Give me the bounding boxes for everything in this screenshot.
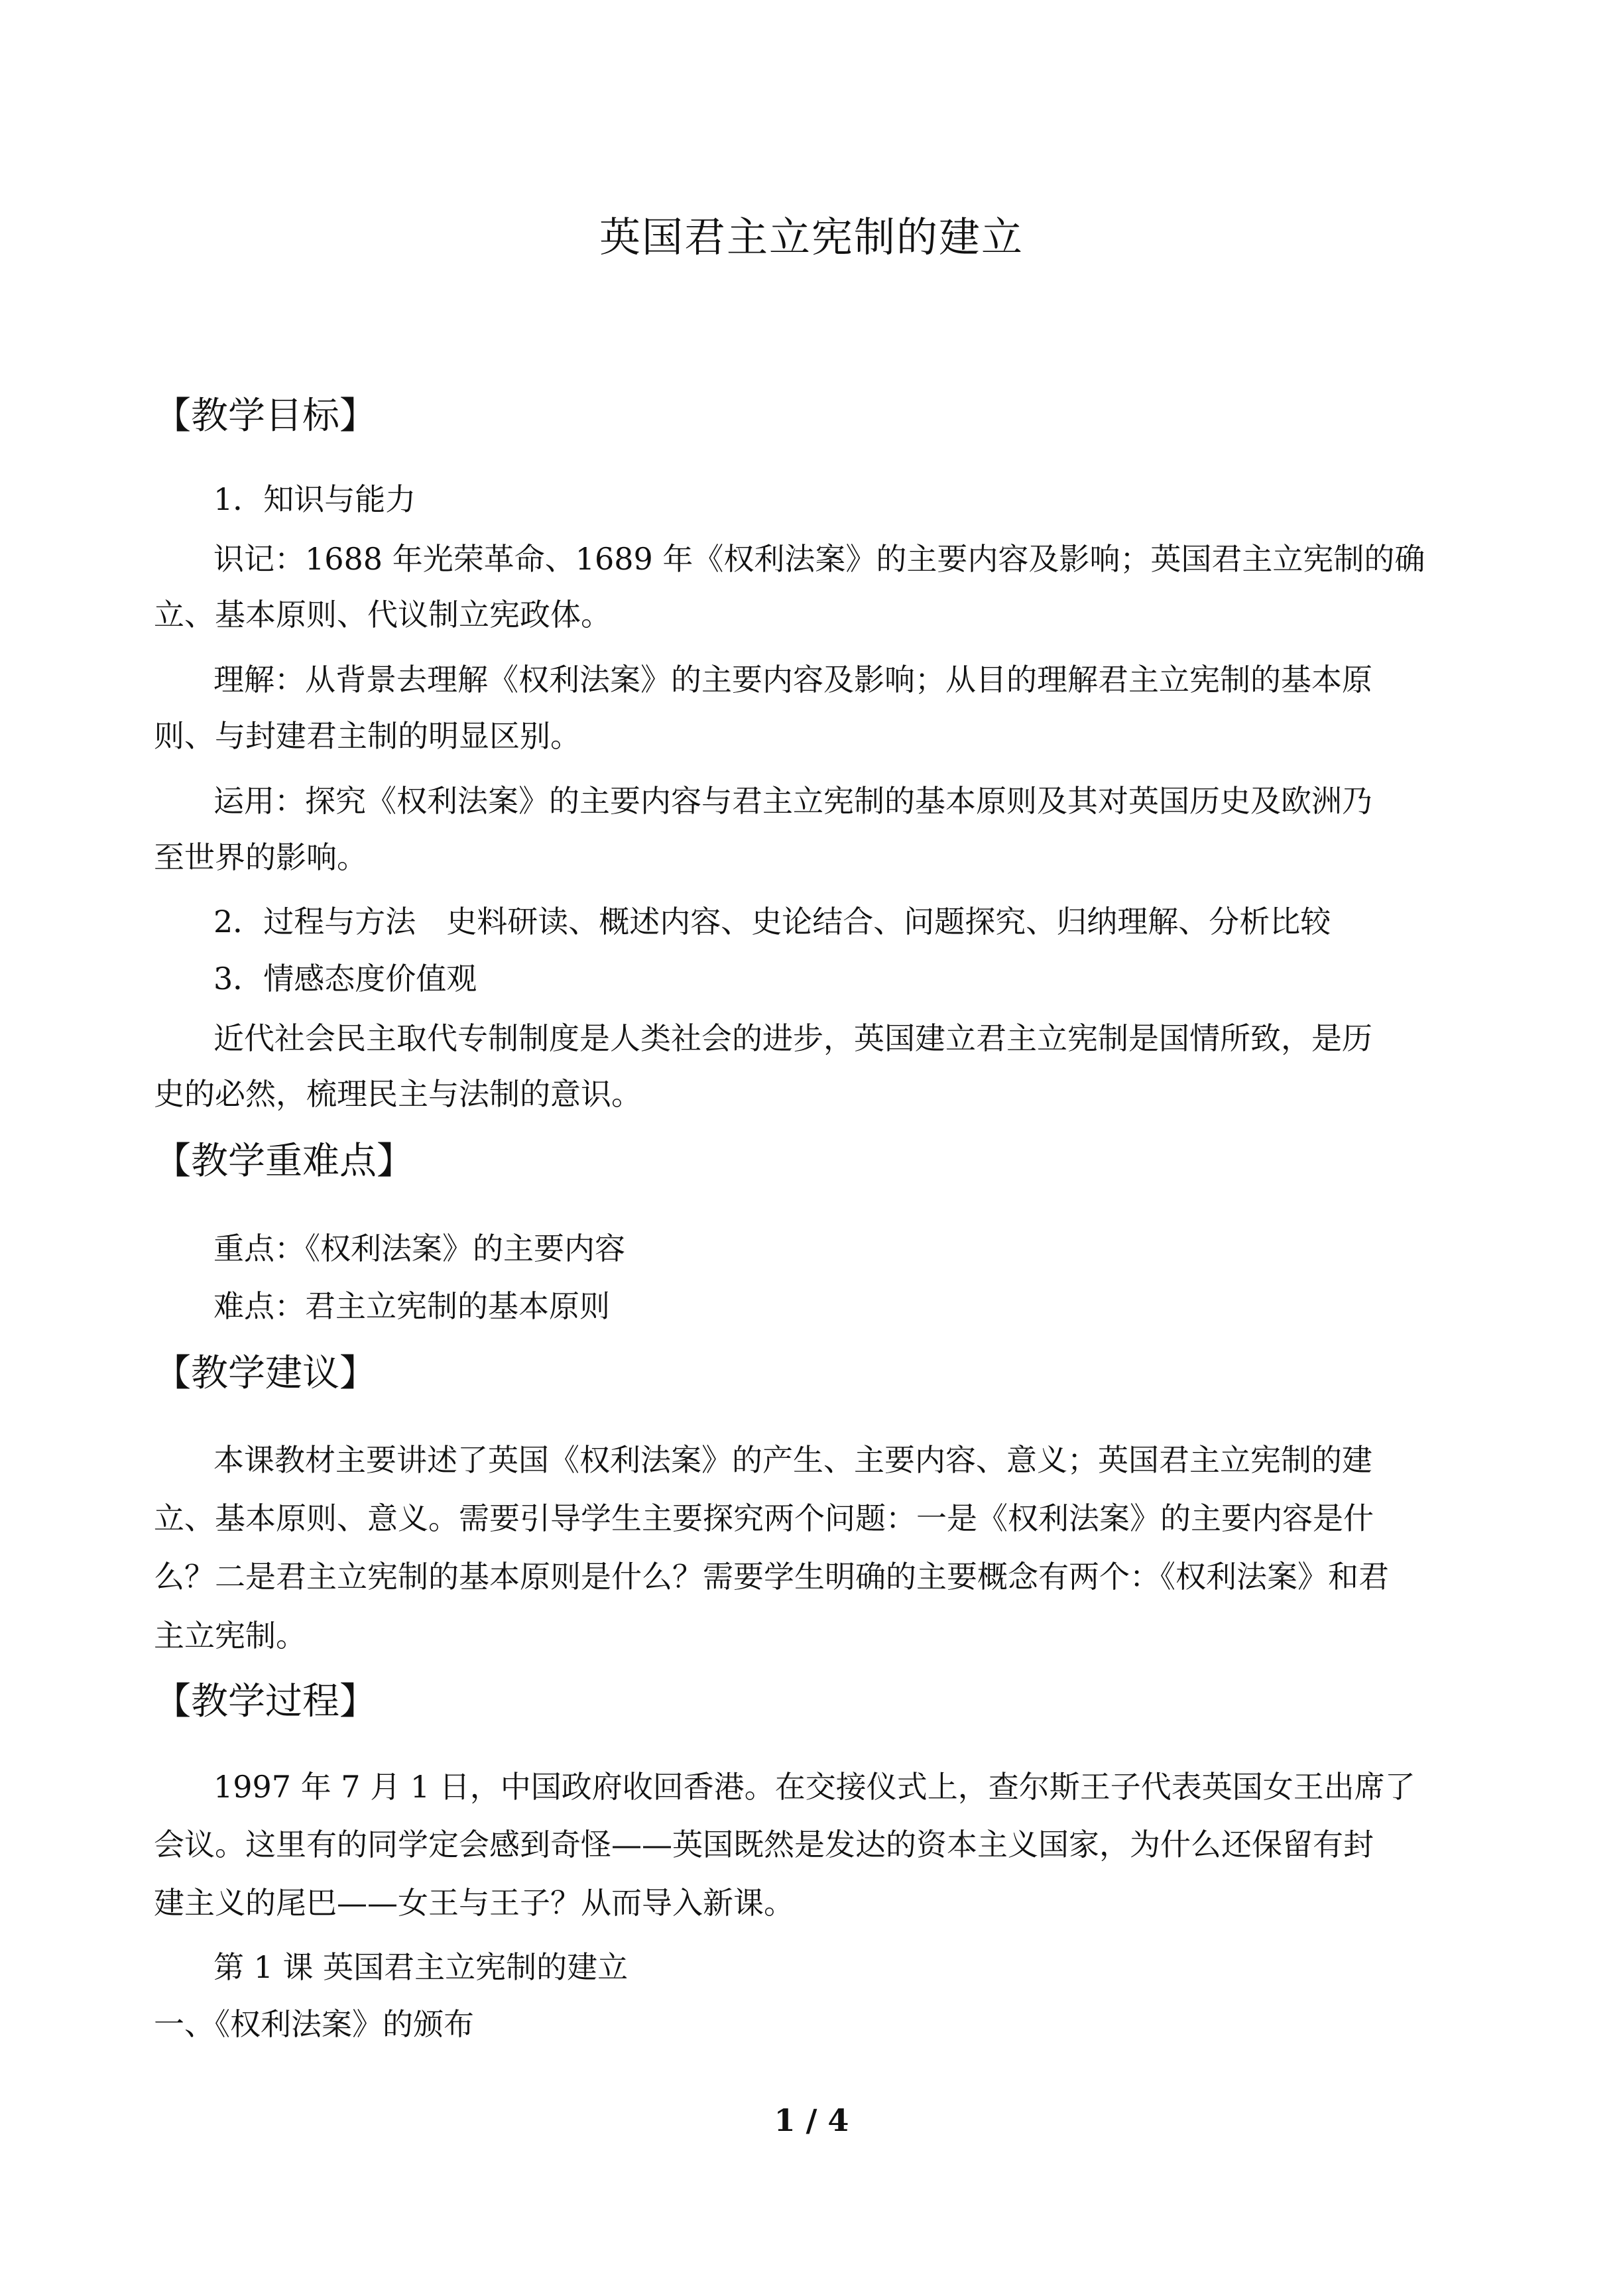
paragraph-line: 会议。这里有的同学定会感到奇怪——英国既然是发达的资本主义国家，为什么还保留有封 — [154, 1827, 1374, 1862]
paragraph-line: 1997 年 7 月 1 日，中国政府收回香港。在交接仪式上，查尔斯王子代表英国女王出席了 — [213, 1769, 1415, 1805]
paragraph-line: 么？二是君主立宪制的基本原则是什么？需要学生明确的主要概念有两个：《权利法案》和君 — [154, 1559, 1389, 1595]
paragraph-line: 理解：从背景去理解《权利法案》的主要内容及影响；从目的理解君主立宪制的基本原 — [213, 662, 1372, 697]
paragraph-line: 重点：《权利法案》的主要内容 — [213, 1231, 625, 1266]
paragraph-line: 2．过程与方法 史料研读、概述内容、史论结合、问题探究、归纳理解、分析比较 — [213, 904, 1331, 939]
paragraph-line: 史的必然，梳理民主与法制的意识。 — [154, 1076, 642, 1112]
paragraph-line: 1．知识与能力 — [213, 481, 416, 517]
paragraph-line: 本课教材主要讲述了英国《权利法案》的产生、主要内容、意义；英国君主立宪制的建 — [213, 1442, 1372, 1478]
document-title: 英国君主立宪制的建立 — [599, 213, 1024, 261]
paragraph-line: 至世界的影响。 — [154, 839, 367, 875]
paragraph-line: 识记：1688 年光荣革命、1689 年《权利法案》的主要内容及影响；英国君主立宪制的确 — [213, 541, 1425, 577]
page-number: 1 / 4 — [774, 2102, 849, 2138]
paragraph-line: 3．情感态度价值观 — [213, 961, 477, 997]
paragraph-line: 第 1 课 英国君主立宪制的建立 — [213, 1949, 629, 1985]
paragraph-line: 则、与封建君主制的明显区别。 — [154, 718, 581, 754]
paragraph-line: 难点：君主立宪制的基本原则 — [213, 1288, 610, 1324]
paragraph-line: 建主义的尾巴——女王与王子？从而导入新课。 — [154, 1885, 794, 1921]
paragraph-line: 主立宪制。 — [154, 1618, 306, 1654]
section-heading-process: 【教学过程】 — [154, 1680, 377, 1723]
paragraph-line: 一、《权利法案》的颁布 — [154, 2006, 474, 2042]
paragraph-line: 近代社会民主取代专制制度是人类社会的进步，英国建立君主立宪制是国情所致，是历 — [213, 1020, 1372, 1056]
paragraph-line: 立、基本原则、代议制立宪政体。 — [154, 597, 611, 633]
section-heading-objectives: 【教学目标】 — [154, 394, 377, 438]
paragraph-line: 运用：探究《权利法案》的主要内容与君主立宪制的基本原则及其对英国历史及欧洲乃 — [213, 783, 1372, 819]
section-heading-key-points: 【教学重难点】 — [154, 1140, 414, 1183]
section-heading-suggestions: 【教学建议】 — [154, 1352, 377, 1395]
paragraph-line: 立、基本原则、意义。需要引导学生主要探究两个问题：一是《权利法案》的主要内容是什 — [154, 1500, 1374, 1536]
